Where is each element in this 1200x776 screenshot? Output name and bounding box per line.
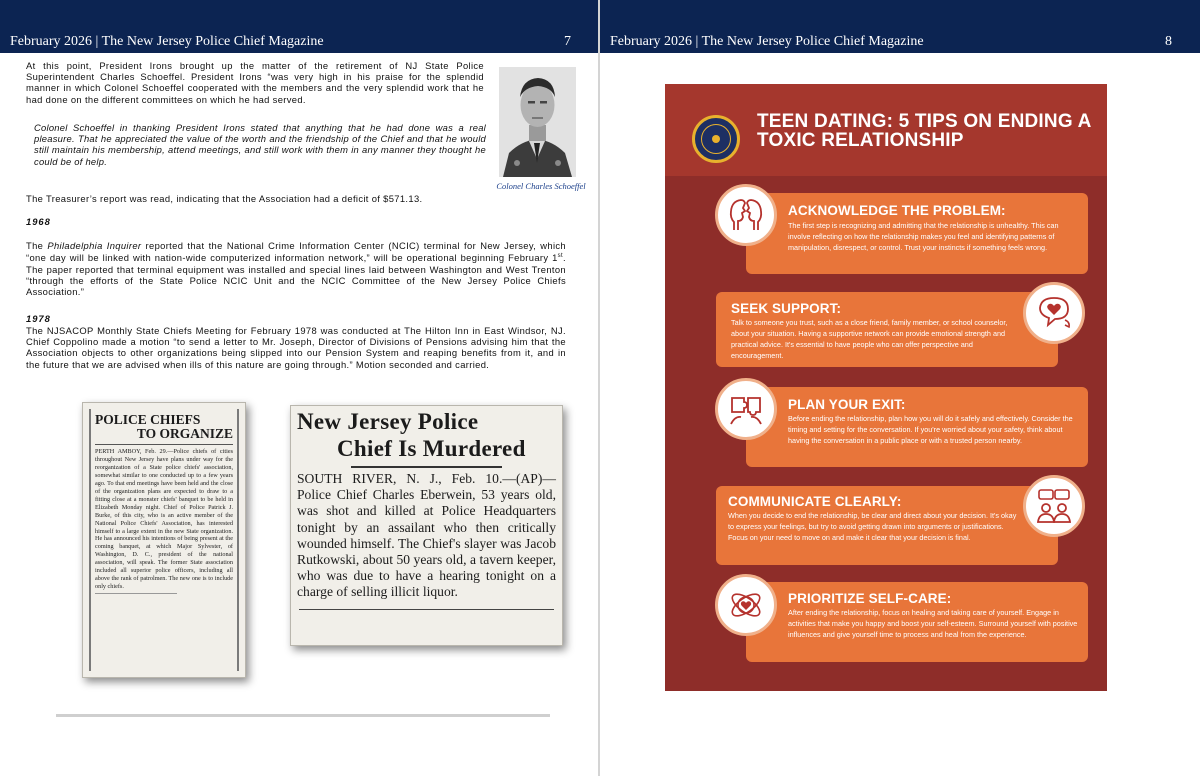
tip-heading: PRIORITIZE SELF-CARE: xyxy=(788,591,952,606)
heart-chat-icon xyxy=(1023,282,1085,344)
infographic-title: TEEN DATING: 5 TIPS ON ENDING A TOXIC RELATIONSHIP xyxy=(757,111,1091,151)
association-logo-icon xyxy=(692,115,740,163)
left-page xyxy=(0,0,598,776)
divider xyxy=(56,714,550,717)
tip-text: After ending the relationship, focus on healing and taking care of yourself. Engage in activities that make you happy and boost your self-esteem. Surround yourself with positive influences and give yourself time to process and heal from the experience. xyxy=(788,608,1078,639)
tip-card-plan-exit xyxy=(746,387,1088,467)
year-heading-1968: 1968 xyxy=(26,216,51,227)
clipping-headline-1: New Jersey Police xyxy=(297,409,479,434)
schoeffel-quote: Colonel Schoeffel in thanking President Irons stated that anything that he had done was a real pleasure. That he appreciated the value of the worth and the friendship of the Chief and that he would still maintain his membership, attend meetings, and still work with them in any manner they thought he could be of help. xyxy=(34,122,486,167)
treasurer-report: The Treasurer’s report was read, indicating that the Association had a deficit of $571.13. xyxy=(26,193,423,204)
paragraph-retirement: At this point, President Irons brought up the matter of the retirement of NJ State Police Superintendent Charles Schoeffel. President Irons “was very high in his praise for the splendid manner in which Colonel Schoeffel cooperated with the members and the very splendid work that he had done on the different committees on which he had served. xyxy=(26,60,484,105)
newspaper-clipping-organize xyxy=(82,402,246,678)
tip-text: Talk to someone you trust, such as a close friend, family member, or school counselor, about your situation. Having a supportive network can provide emotional strength and practical advice. It's essential to have people who can offer perspective and encouragement. xyxy=(731,318,1008,360)
conversation-icon xyxy=(1023,475,1085,537)
puzzle-hands-icon xyxy=(715,378,777,440)
clipping-headline-2: TO ORGANIZE xyxy=(136,426,233,441)
two-faces-icon xyxy=(715,184,777,246)
page-header xyxy=(0,0,598,53)
clipping-body: PERTH AMBOY, Feb. 29.—Police chiefs of cities throughout New Jersey have plans under way for the reorganization of a State police chiefs' association, somewhat similar to one conducted up to a few years ago. To that end meetings have been held and the close of the organization plans are expected to draw to a fitting close at a monster chiefs' banquet to be held in Elizabeth Monday night. Chief of Police Patrick J. Burke, of this city, who is an active member of the National Police Chiefs' Association, has interested himself to a large extent in the new State organization. He has announced his intentions of being present at the coming banquet, at which Major Sylvester, of Washington, D. C., president of the national association, will speak. The former State association included all superior police officers, including all above the rank of patrolmen. The new one is to include only chiefs. xyxy=(95,448,233,591)
clipping-headline-1: POLICE CHIEFS xyxy=(95,412,201,427)
clipping-body: SOUTH RIVER, N. J., Feb. 10.—(AP)—Police Chief Charles Eberwein, 53 years old, was shot and killed at Police Headquarters tonight by an assailant who then critically wounded himself. The Chief's slayer was Jacob Rutkowski, about 50 years old, a tavern keeper, who was due to have a hearing tonight on a charge of selling illicit liquor. xyxy=(297,471,556,600)
tip-text: When you decide to end the relationship, be clear and direct about your decision. It's okay to express your feelings, but try to avoid getting drawn into arguments or justifications. Focus on your need to move on and make it clear that your decision is final. xyxy=(728,511,1017,542)
tip-text: Before ending the relationship, plan how you will do it safely and effectively. Consider the timing and setting for the conversation. If you're worried about your safety, think about having the conversation in a public place or with a trusted person nearby. xyxy=(788,414,1073,445)
tip-heading: ACKNOWLEDGE THE PROBLEM: xyxy=(788,203,1006,218)
infographic xyxy=(665,84,1107,691)
newspaper-clipping-murdered xyxy=(290,405,563,646)
clipping-headline-2: Chief Is Murdered xyxy=(337,436,526,461)
paragraph-1968: The Philadelphia Inquirer reported that the National Crime Information Center (NCIC) terminal for New Jersey, which “one day will be linked with nation-wide computerized information network,” will be operational beginning February 1st. The paper reported that terminal equipment was installed and special lines laid between Washington and West Trenton “through the efforts of the State Police NCIC Unit and the NCIC Committee of the New Jersey Police Chiefs Association.” xyxy=(26,240,566,297)
tip-card-communicate xyxy=(716,486,1058,565)
page-header xyxy=(600,0,1200,53)
schoeffel-photo xyxy=(499,67,576,177)
right-page xyxy=(600,0,1200,776)
tip-text: The first step is recognizing and admitting that the relationship is unhealthy. This can involve reflecting on how the relationship makes you feel and identifying patterns of manipulation, disrespect, or control. Trust your instincts if something feels wrong. xyxy=(788,221,1059,252)
year-heading-1978: 1978 xyxy=(26,313,51,324)
tip-card-self-care xyxy=(746,582,1088,662)
paragraph-1978: The NJSACOP Monthly State Chiefs Meeting for February 1978 was conducted at The Hilton Inn in East Windsor, NJ. Chief Coppolino made a motion “to send a letter to Mr. Joseph, Director of Divisions of Pensions advising him that the Association objects to other organizations being slipped into our Pension System and reaping benefits from it, and in the future that we are advised when ills of this nature are going through.” Motion seconded and carried. xyxy=(26,325,566,370)
tip-heading: COMMUNICATE CLEARLY: xyxy=(728,494,902,509)
heart-orbit-icon xyxy=(715,574,777,636)
tip-card-acknowledge xyxy=(746,193,1088,274)
photo-caption: Colonel Charles Schoeffel xyxy=(496,181,586,191)
tip-heading: SEEK SUPPORT: xyxy=(731,301,842,316)
header-title: February 2026 | The New Jersey Police Chief Magazine xyxy=(610,34,924,49)
page-number: 7 xyxy=(564,34,571,49)
tip-card-seek-support xyxy=(716,292,1058,367)
header-title: February 2026 | The New Jersey Police Chief Magazine xyxy=(10,34,324,49)
page-number: 8 xyxy=(1165,34,1172,49)
tip-heading: PLAN YOUR EXIT: xyxy=(788,397,906,412)
